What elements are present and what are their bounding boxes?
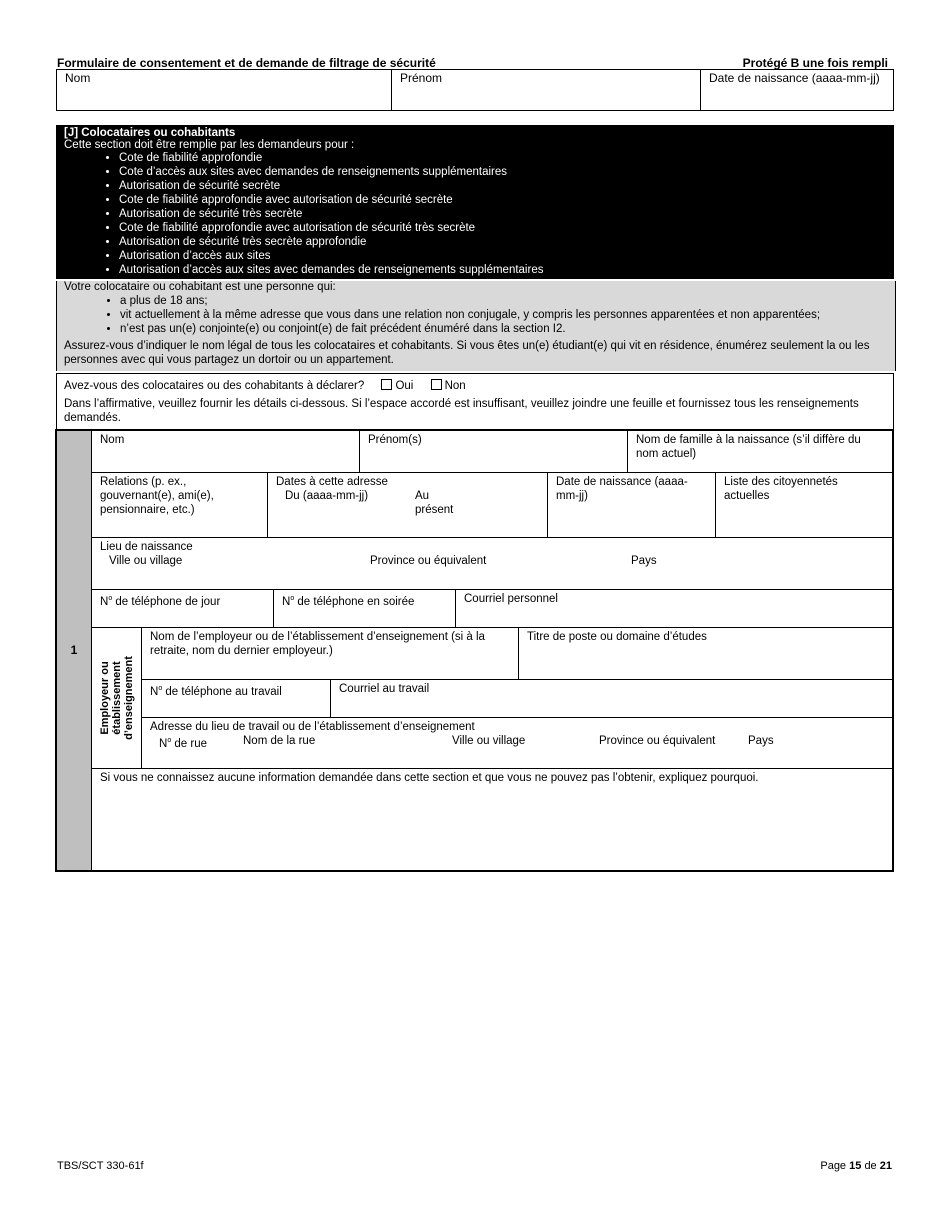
nom-rue-label: Nom de la rue — [243, 735, 316, 747]
present-label: présent — [415, 504, 454, 516]
ville-label: Ville ou village — [109, 555, 183, 567]
employeur-line1: Employeur ou — [98, 661, 111, 735]
oui-checkbox[interactable] — [381, 379, 392, 390]
pays-travail-label: Pays — [748, 735, 774, 747]
list-item: • a plus de 18 ans; — [120, 294, 895, 308]
section-intro: Cette section doit être remplie par les demandeurs pour : — [64, 139, 355, 151]
nom-naissance-cell[interactable] — [628, 431, 892, 473]
declaration-block — [56, 373, 894, 429]
tel-soir-label: de téléphone en soirée — [294, 595, 415, 608]
employeur-line3: d’enseignement — [122, 656, 135, 740]
province-travail-label: Province ou équivalent — [599, 735, 716, 747]
dates-adresse-label: Dates à cette adresse — [276, 476, 388, 488]
form-title: Formulaire de consentement et de demande de filtrage de sécurité — [57, 56, 436, 70]
list-item: • Autorisation de sécurité très secrète approfondie — [119, 235, 894, 249]
adresse-travail-cell[interactable] — [142, 718, 892, 769]
employeur-side-label — [92, 628, 142, 769]
tel-travail-cell[interactable] — [142, 680, 331, 718]
tel-soir-sup: o — [290, 595, 295, 602]
courriel-perso-cell[interactable] — [456, 590, 892, 628]
tel-jour-cell[interactable] — [92, 590, 274, 628]
non-checkbox[interactable] — [431, 379, 442, 390]
courriel-travail-label: Courriel au travail — [339, 683, 430, 695]
tel-jour-prefix: N — [100, 595, 109, 608]
protection-label: Protégé B une fois rempli — [742, 56, 888, 70]
list-item: • n’est pas un(e) conjointe(e) ou conjoint(e) de fait précédent énuméré dans la section I2. — [120, 322, 895, 336]
entry-number-column — [57, 431, 92, 870]
prenoms-cell[interactable] — [360, 431, 628, 473]
tel-travail-prefix: N — [150, 685, 159, 698]
relations-cell[interactable] — [92, 473, 268, 538]
nom-employeur-label: Nom de l’employeur ou de l’établissement d’enseignement (si à la retraite, nom du dernier employeur.) — [150, 631, 485, 657]
employeur-line2: établissement — [110, 661, 123, 735]
courriel-perso-label: Courriel personnel — [464, 593, 558, 605]
declaration-question: Avez-vous des colocataires ou des cohabitants à déclarer? — [64, 380, 365, 392]
dob-field[interactable] — [701, 70, 894, 111]
non-option[interactable] — [431, 380, 466, 392]
list-item: • Cote de fiabilité approfondie — [119, 151, 894, 165]
list-item: • vit actuellement à la même adresse que vous dans une relation non conjugale, y compris les personnes apparentées et non apparentées; — [120, 308, 895, 322]
list-item: • Autorisation de sécurité secrète — [119, 179, 894, 193]
section-title: [J] Colocataires ou cohabitants — [64, 127, 236, 139]
entry-number: 1 — [70, 643, 78, 657]
cohabitant-entry-1 — [55, 429, 894, 872]
dob-label: Date de naissance (aaaa-mm-jj) — [709, 71, 880, 85]
nom-cell[interactable] — [92, 431, 360, 473]
explication-label: Si vous ne connaissez aucune information demandée dans cette section et que vous ne pouvez pas l’obtenir, expliquez pourquoi. — [100, 772, 759, 784]
citoyennetes-cell[interactable] — [716, 473, 892, 538]
list-item: • Autorisation d’accès aux sites avec demandes de renseignements supplémentaires — [119, 263, 894, 277]
list-item: • Cote de fiabilité approfondie avec autorisation de sécurité secrète — [119, 193, 894, 207]
titre-poste-label: Titre de poste ou domaine d’études — [527, 631, 707, 643]
list-item: • Autorisation de sécurité très secrète — [119, 207, 894, 221]
tel-soir-cell[interactable] — [274, 590, 456, 628]
non-label: Non — [444, 380, 466, 392]
definition-intro: Votre colocataire ou cohabitant est une personne qui: — [64, 281, 336, 293]
definition-block — [56, 281, 896, 371]
page-num: 15 — [849, 1160, 862, 1172]
au-label: Au — [415, 490, 430, 502]
ville-travail-label: Ville ou village — [452, 735, 526, 747]
dates-adresse-cell[interactable] — [268, 473, 548, 538]
nom-label: Nom — [65, 71, 91, 85]
adresse-travail-label: Adresse du lieu de travail ou de l’établissement d’enseignement — [150, 721, 475, 733]
page-label: Page — [820, 1160, 847, 1172]
declaration-instructions: Dans l’affirmative, veuillez fournir les détails ci-dessous. Si l’espace accordé est insuffisant, veuillez joindre une feuille et fournissez tous les renseignements demandés. — [64, 398, 859, 424]
declaration-question-row — [64, 379, 466, 392]
oui-option[interactable] — [381, 380, 413, 392]
clearance-list — [56, 151, 894, 277]
list-item: • Autorisation d’accès aux sites — [119, 249, 894, 263]
nom-field[interactable] — [57, 70, 392, 111]
explication-cell[interactable] — [92, 769, 892, 870]
relations-label: Relations (p. ex., gouvernant(e), ami(e), pensionnaire, etc.) — [100, 476, 214, 516]
nom-naissance-label: Nom de famille à la naissance (s’il diffère du nom actuel) — [636, 434, 861, 460]
tel-travail-sup: o — [158, 685, 163, 692]
province-label: Province ou équivalent — [370, 555, 487, 567]
prenom-label: Prénom — [400, 71, 443, 85]
tel-jour-label: de téléphone de jour — [112, 595, 221, 608]
tel-travail-label: de téléphone au travail — [162, 685, 282, 698]
citoyennetes-label: Liste des citoyennetés actuelles — [724, 476, 838, 502]
no-rue-label: $N^o$ de rue — [159, 737, 208, 750]
oui-label: Oui — [395, 380, 414, 392]
definition-list — [57, 294, 895, 336]
nom-label: Nom — [100, 434, 125, 446]
section-j-header — [56, 125, 894, 279]
titre-poste-cell[interactable] — [519, 628, 892, 680]
lieu-naissance-cell[interactable] — [92, 538, 892, 590]
du-label: Du (aaaa-mm-jj) — [285, 490, 369, 502]
page-total: 21 — [879, 1160, 892, 1172]
lieu-naissance-label: Lieu de naissance — [100, 541, 193, 553]
prenoms-label: Prénom(s) — [368, 434, 422, 446]
dob-label: Date de naissance (aaaa-mm-jj) — [556, 476, 688, 502]
courriel-travail-cell[interactable] — [331, 680, 892, 718]
form-code: TBS/SCT 330-61f — [57, 1160, 144, 1172]
list-item: • Cote d’accès aux sites avec demandes de renseignements supplémentaires — [119, 165, 894, 179]
page-of: de — [864, 1160, 877, 1172]
legal-name-note: Assurez-vous d’indiquer le nom légal de tous les colocataires et cohabitants. Si vous êtes un(e) étudiant(e) qui vit en résidence, énumérez seulement la ou les personnes avec qui vous partagez un dortoir ou un appartement. — [64, 340, 870, 366]
tel-jour-sup: o — [108, 595, 113, 602]
prenom-field[interactable] — [392, 70, 701, 111]
pays-label: Pays — [631, 555, 657, 567]
dob-cell[interactable] — [548, 473, 716, 538]
nom-employeur-cell[interactable] — [142, 628, 519, 680]
identity-table — [56, 69, 894, 111]
page-number — [820, 1160, 892, 1172]
tel-soir-prefix: N — [282, 595, 291, 608]
list-item: • Cote de fiabilité approfondie avec autorisation de sécurité très secrète — [119, 221, 894, 235]
